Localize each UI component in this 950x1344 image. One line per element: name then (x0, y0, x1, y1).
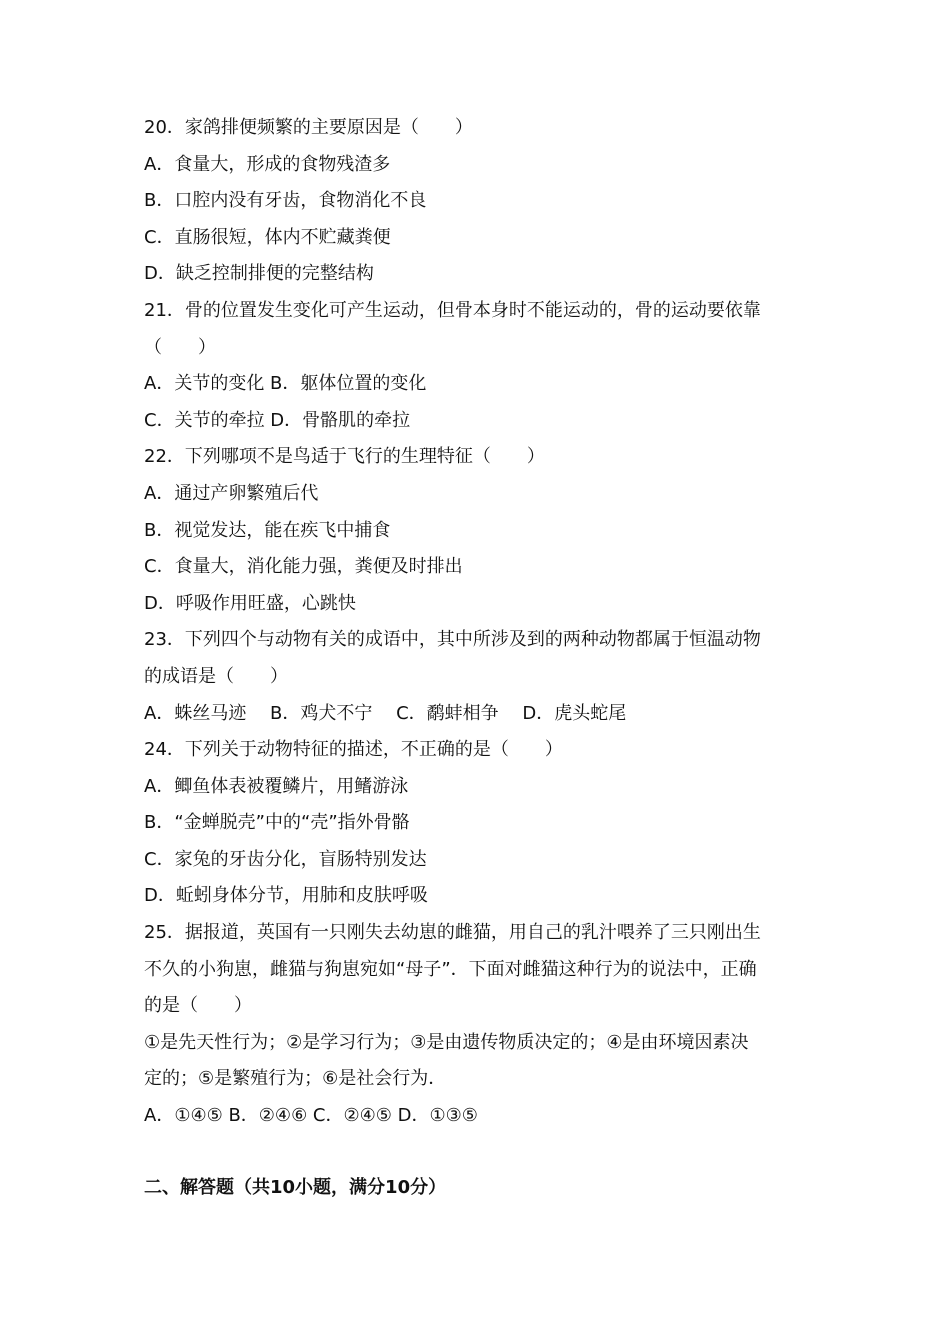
q20-option-b: B．口腔内没有牙齿，食物消化不良 (144, 190, 427, 212)
q24-option-c: C．家兔的牙齿分化，盲肠特别发达 (144, 848, 427, 870)
q20-option-c: C．直肠很短，体内不贮藏粪便 (144, 226, 391, 248)
q22-option-b: B．视觉发达，能在疾飞中捕食 (144, 519, 391, 541)
q24-option-a: A．鲫鱼体表被覆鳞片，用鳍游泳 (144, 775, 409, 797)
q21-options-ab: A．关节的变化 B．躯体位置的变化 (144, 373, 427, 395)
q22-option-d: D．呼吸作用旺盛，心跳快 (144, 592, 356, 614)
question-list (144, 110, 814, 1135)
q25-statements: ①是先天性行为；②是学习行为；③是由遗传物质决定的；④是由环境因素决 (144, 1031, 749, 1053)
q22-option-c: C．食量大，消化能力强，粪便及时排出 (144, 556, 463, 578)
q25-stem: 25．据报道，英国有一只刚失去幼崽的雌猫，用自己的乳汁喂养了三只刚出生 (144, 922, 761, 944)
q23-stem: 23．下列四个与动物有关的成语中，其中所涉及到的两种动物都属于恒温动物 (144, 629, 761, 651)
section-heading: 二、解答题（共10小题，满分10分） (144, 1177, 447, 1198)
q20-option-d: D．缺乏控制排便的完整结构 (144, 263, 374, 285)
q25-options: A．①④⑤ B．②④⑥ C．②④⑤ D．①③⑤ (144, 1105, 478, 1127)
q25-stem-end: 的是（ ） (144, 995, 252, 1017)
q22-option-a: A．通过产卵繁殖后代 (144, 482, 319, 504)
q24-option-b: B．“金蝉脱壳”中的“壳”指外骨骼 (144, 812, 410, 834)
q23-stem-cont: 的成语是（ ） (144, 665, 288, 687)
q21-stem-cont: （ ） (144, 336, 216, 358)
q23-options: A．蛛丝马迹 B．鸡犬不宁 C．鹬蚌相争 D．虎头蛇尾 (144, 702, 627, 724)
q20-option-a: A．食量大，形成的食物残渣多 (144, 153, 391, 175)
q24-option-d: D．蚯蚓身体分节，用肺和皮肤呼吸 (144, 885, 428, 907)
q21-stem: 21．骨的位置发生变化可产生运动，但骨本身时不能运动的，骨的运动要依靠 (144, 299, 761, 321)
q25-statements-cont: 定的；⑤是繁殖行为；⑥是社会行为． (144, 1068, 447, 1090)
q24-stem: 24．下列关于动物特征的描述，不正确的是（ ） (144, 739, 563, 761)
q21-options-cd: C．关节的牵拉 D．骨骼肌的牵拉 (144, 409, 411, 431)
q25-stem-cont: 不久的小狗崽，雌猫与狗崽宛如“母子”．下面对雌猫这种行为的说法中，正确 (144, 958, 757, 980)
q22-stem: 22．下列哪项不是鸟适于飞行的生理特征（ ） (144, 446, 545, 468)
q20-stem: 20．家鸽排便频繁的主要原因是（ ） (144, 117, 473, 138)
